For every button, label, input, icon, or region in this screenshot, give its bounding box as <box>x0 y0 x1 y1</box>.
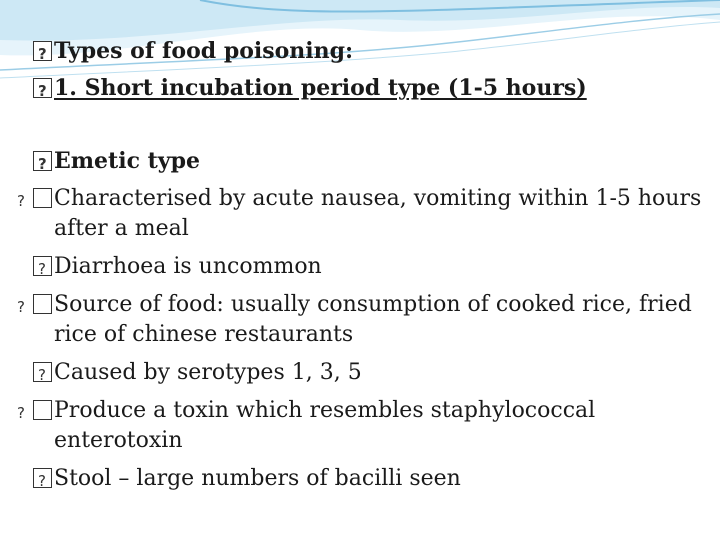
slide-title <box>33 36 703 66</box>
list-item <box>33 358 703 388</box>
bullet-box-icon <box>33 468 52 488</box>
list-item-text: Diarrhoea is uncommon <box>54 254 322 279</box>
bullet-box-icon <box>33 151 52 171</box>
slide-subtitle-text: 1. Short incubation period type (1-5 hours) <box>54 75 587 101</box>
section-title-text: Emetic type <box>54 148 200 174</box>
list-item-text: Characterised by acute nausea, vomiting within 1-5 hours after a meal <box>54 186 702 241</box>
bullet-box-icon <box>33 256 52 276</box>
list-item-text: Produce a toxin which resembles staphylococcal enterotoxin <box>54 398 596 453</box>
list-item <box>33 252 703 282</box>
list-item-text: Stool – large numbers of bacilli seen <box>54 466 461 491</box>
bullet-box-icon <box>33 78 52 98</box>
slide-title-text: Types of food poisoning: <box>54 38 354 64</box>
list-item <box>33 290 720 350</box>
list-item <box>33 184 720 244</box>
bullet-box-icon <box>33 41 52 61</box>
bullet-box-icon <box>33 400 52 420</box>
bullet-box-icon <box>33 188 52 208</box>
list-item <box>33 396 720 456</box>
list-item-text: Source of food: usually consumption of cooked rice, fried rice of chinese restaurants <box>54 292 692 347</box>
bullet-box-icon <box>33 362 52 382</box>
section-title <box>33 146 703 176</box>
list-item <box>33 464 703 494</box>
list-item-text: Caused by serotypes 1, 3, 5 <box>54 360 362 385</box>
slide-subtitle <box>33 73 703 103</box>
bullet-box-icon <box>33 294 52 314</box>
